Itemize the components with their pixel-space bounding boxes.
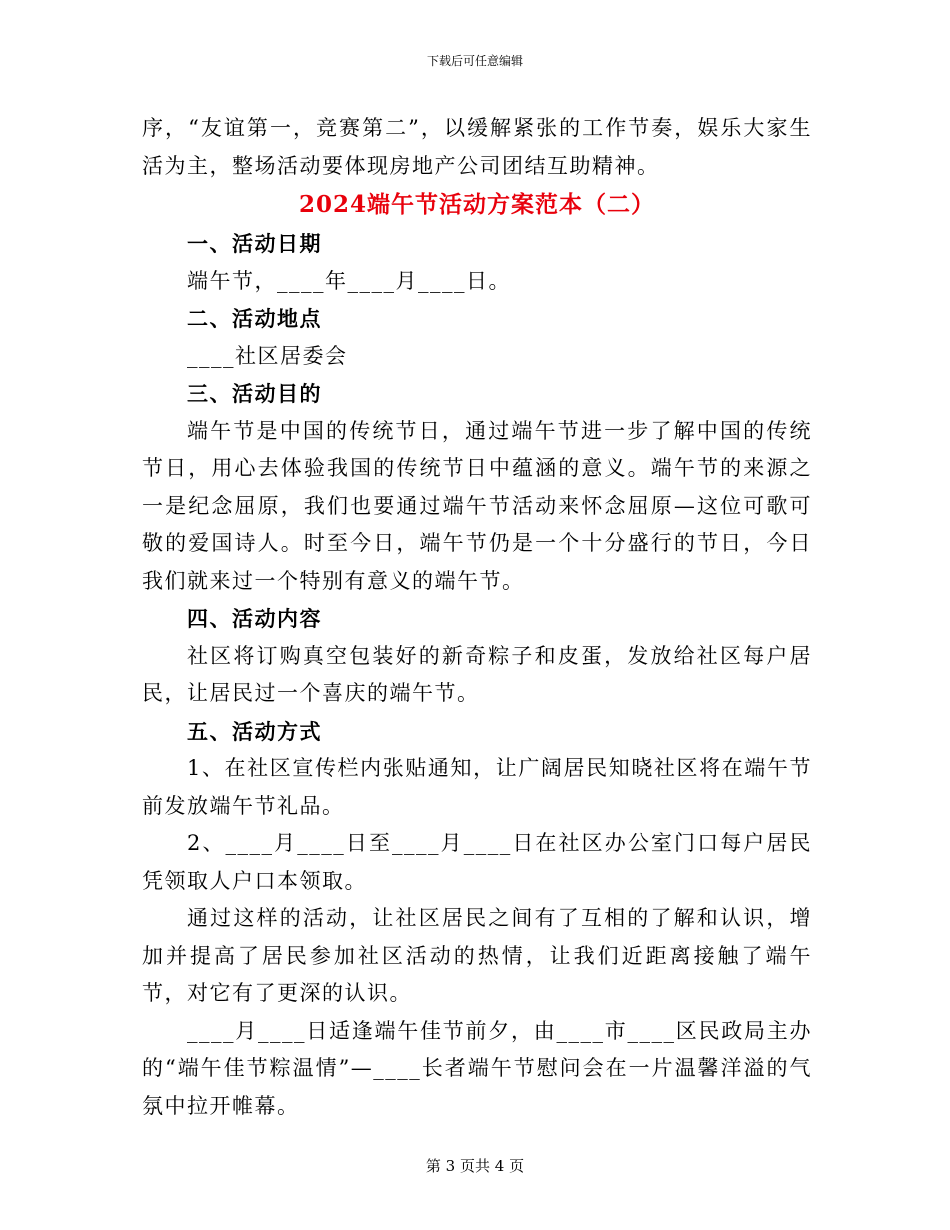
intro-paragraph: 序，“友谊第一，竞赛第二”，以缓解紧张的工作节奏，娱乐大家生活为主，整场活动要体现房地产公司团结互助精神。 — [142, 116, 812, 178]
activity-place-text: ____社区居委会 — [187, 343, 348, 368]
page-header: 下载后可任意编辑 — [426, 54, 523, 68]
activity-content-text: 社区将订购真空包装好的新奇粽子和皮蛋，发放给社区每户居民，让居民过一个喜庆的端午节。 — [142, 643, 812, 705]
closing-paragraph: ____月____日适逢端午佳节前夕，由____市____区民政局主办的“端午佳节粽温情”—____长者端午节慰问会在一片温馨洋溢的气氛中拉开帷幕。 — [142, 1018, 812, 1118]
activity-date-text: 端午节，____年____月____日。 — [187, 268, 511, 293]
heading-activity-date: 一、活动日期 — [187, 231, 322, 256]
document-body — [142, 110, 812, 1125]
heading-activity-purpose: 三、活动目的 — [187, 381, 322, 406]
page-footer: 第 3 页共 4 页 — [425, 1157, 525, 1175]
activity-method-1: 1、在社区宣传栏内张贴通知，让广阔居民知晓社区将在端午节前发放端午节礼品。 — [142, 756, 812, 818]
heading-activity-content: 四、活动内容 — [187, 606, 322, 631]
heading-activity-method: 五、活动方式 — [187, 718, 322, 744]
activity-purpose-text: 端午节是中国的传统节日，通过端午节进一步了解中国的传统节日，用心去体验我国的传统节日中蕴涵的意义。端午节的来源之一是纪念屈原，我们也要通过端午节活动来怀念屈原—这位可歌可敬的爱国诗人。时至今日，端午节仍是一个十分盛行的节日，今日我们就来过一个特别有意义的端午节。 — [142, 418, 812, 593]
summary-paragraph: 通过这样的活动，让社区居民之间有了互相的了解和认识，增加并提高了居民参加社区活动的热情，让我们近距离接触了端午节，对它有了更深的认识。 — [142, 906, 812, 1005]
document-title: 2024端午节活动方案范本（二） — [298, 191, 655, 218]
heading-activity-place: 二、活动地点 — [187, 306, 322, 331]
activity-method-2: 2、____月____日至____月____日在社区办公室门口每户居民凭领取人户口本领取。 — [142, 831, 812, 893]
